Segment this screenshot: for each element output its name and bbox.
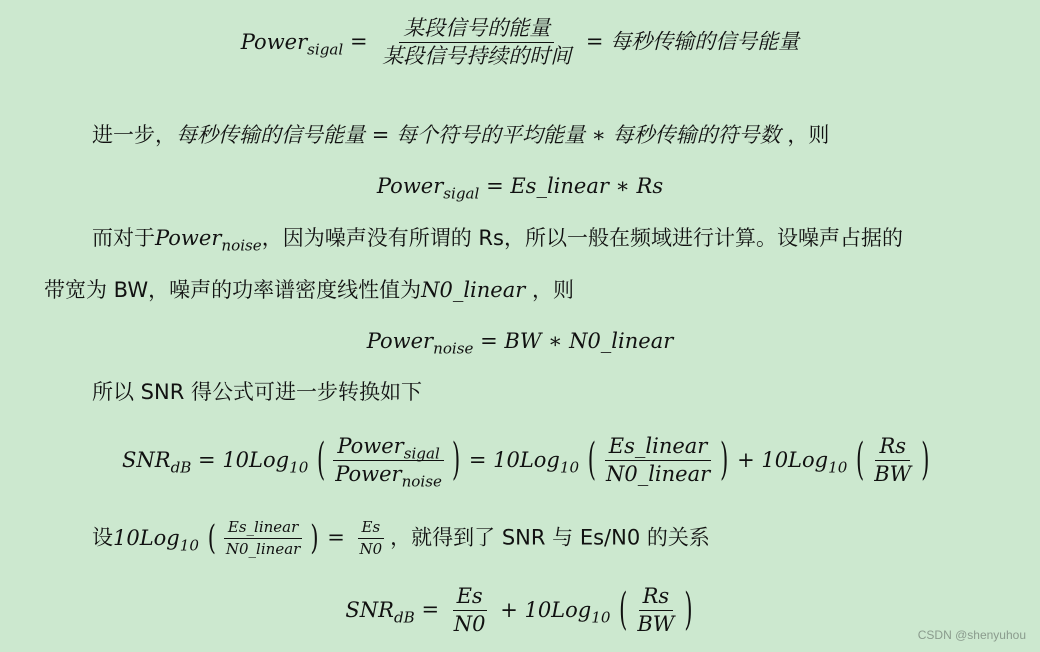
eq4-paren-open-3: ( xyxy=(856,434,865,485)
para1-lead: 进一步， xyxy=(92,123,176,147)
eq5-f2-denominator: BW xyxy=(637,612,675,636)
para3-text: 所以 SNR 得公式可进一步转换如下 xyxy=(92,380,422,404)
para4-paren-close: ) xyxy=(310,518,319,557)
eq4-paren-close-1: ) xyxy=(451,434,461,485)
para2-var-n0-linear: N0_linear xyxy=(421,278,526,302)
eq1-equals: = xyxy=(349,29,368,54)
para4-lead: 设 xyxy=(92,525,113,550)
eq4-f2-numerator: Es_linear xyxy=(605,436,712,461)
para4-fraction-2 xyxy=(356,520,387,557)
eq5-paren-close: ) xyxy=(684,584,693,635)
para2-text-1: 而对于 xyxy=(92,226,155,250)
csdn-watermark: CSDN @shenyuhou xyxy=(917,628,1026,642)
para2-text-3: 带宽为 BW，噪声的功率谱密度线性值为 xyxy=(44,278,422,302)
eq4-log-2: = 10Log$_{10}$ xyxy=(468,447,580,476)
eq2-rhs: = Es_linear ∗ Rs xyxy=(486,174,664,198)
para1-tail: ，则 xyxy=(780,123,830,147)
eq4-paren-close-3: ) xyxy=(921,434,930,485)
para1-equals: = xyxy=(371,123,390,147)
eq4-log-3: + 10Log$_{10}$ xyxy=(737,447,848,476)
para2-var-power-noise: Power$_{noise}$ xyxy=(155,226,262,255)
para4-f2-numerator: Es xyxy=(358,520,385,539)
eq5-f2-numerator: Rs xyxy=(639,586,674,611)
equation-power-noise xyxy=(0,329,1040,358)
para1-term-b: 每个符号的平均能量 xyxy=(395,123,585,147)
eq4-fraction-3 xyxy=(870,436,915,485)
eq1-denominator: 某段信号持续的时间 xyxy=(382,44,572,68)
eq4-f1-numerator: Power$_{sigal}$ xyxy=(333,436,443,461)
paragraph-snr-transform xyxy=(92,382,422,403)
eq5-f1-denominator: N0 xyxy=(453,612,486,636)
para4-equals: = xyxy=(327,525,345,550)
eq4-paren-open-1: ( xyxy=(317,434,326,485)
para1-term-a: 每秒传输的信号能量 xyxy=(176,123,365,147)
eq1-lhs: Power$_{sigal}$ xyxy=(240,29,344,58)
eq1-rhs: 每秒传输的信号能量 xyxy=(610,29,800,54)
equation-power-signal-definition xyxy=(0,18,1040,67)
para2-text-2: ，因为噪声没有所谓的 Rs，所以一般在频域进行计算。设噪声占据的 xyxy=(261,226,903,250)
para1-multiply: ∗ xyxy=(591,123,606,147)
paragraph-noise-line-2 xyxy=(44,280,574,301)
eq4-fraction-1 xyxy=(331,434,446,491)
eq5-fraction-1 xyxy=(450,586,490,635)
eq5-lhs: $SNR_{dB}$ xyxy=(345,597,415,626)
equation-snr-db-final xyxy=(0,586,1040,635)
para4-f1-denominator: N0_linear xyxy=(225,540,301,558)
equation-power-signal-es-rs xyxy=(0,174,1040,203)
para4-paren-open: ( xyxy=(207,518,216,557)
paragraph-set-es-n0 xyxy=(92,520,710,557)
eq4-log-1: = 10Log$_{10}$ xyxy=(198,447,309,476)
eq5-equals: = xyxy=(421,597,440,622)
para4-log: 10Log$_{10}$ xyxy=(113,525,199,554)
equation-snr-db-expansion xyxy=(122,434,931,491)
eq3-rhs: = BW ∗ N0_linear xyxy=(480,329,674,353)
eq5-paren-open: ( xyxy=(619,584,628,635)
eq4-f3-denominator: BW xyxy=(874,462,912,486)
para4-f1-numerator: Es_linear xyxy=(224,520,302,539)
eq4-lhs: $SNR_{dB}$ xyxy=(122,447,192,476)
paragraph-noise-line-1 xyxy=(92,226,903,255)
para4-tail: ，就得到了 SNR 与 Es/N0 的关系 xyxy=(390,525,710,550)
eq4-f1-denominator: Power$_{noise}$ xyxy=(335,462,442,491)
eq1-fraction xyxy=(378,18,575,67)
para2-text-4: ，则 xyxy=(525,278,574,302)
paragraph-further-step xyxy=(92,125,829,146)
eq5-f1-numerator: Es xyxy=(453,586,487,611)
eq4-paren-close-2: ) xyxy=(720,434,729,485)
eq1-equals-2: = xyxy=(585,29,604,54)
eq1-numerator: 某段信号的能量 xyxy=(399,18,554,43)
para1-term-c: 每秒传输的符号数 xyxy=(612,123,781,147)
eq4-f2-denominator: N0_linear xyxy=(605,462,711,486)
eq5-fraction-2 xyxy=(633,586,678,635)
eq4-fraction-2 xyxy=(602,436,714,485)
para4-fraction-1 xyxy=(222,520,304,557)
eq2-lhs: Power$_{sigal}$ xyxy=(376,174,480,203)
eq3-lhs: Power$_{noise}$ xyxy=(366,329,474,358)
eq4-f3-numerator: Rs xyxy=(875,436,910,461)
para4-f2-denominator: N0 xyxy=(359,540,383,558)
eq4-paren-open-2: ( xyxy=(587,434,596,485)
eq5-log: + 10Log$_{10}$ xyxy=(500,597,611,626)
